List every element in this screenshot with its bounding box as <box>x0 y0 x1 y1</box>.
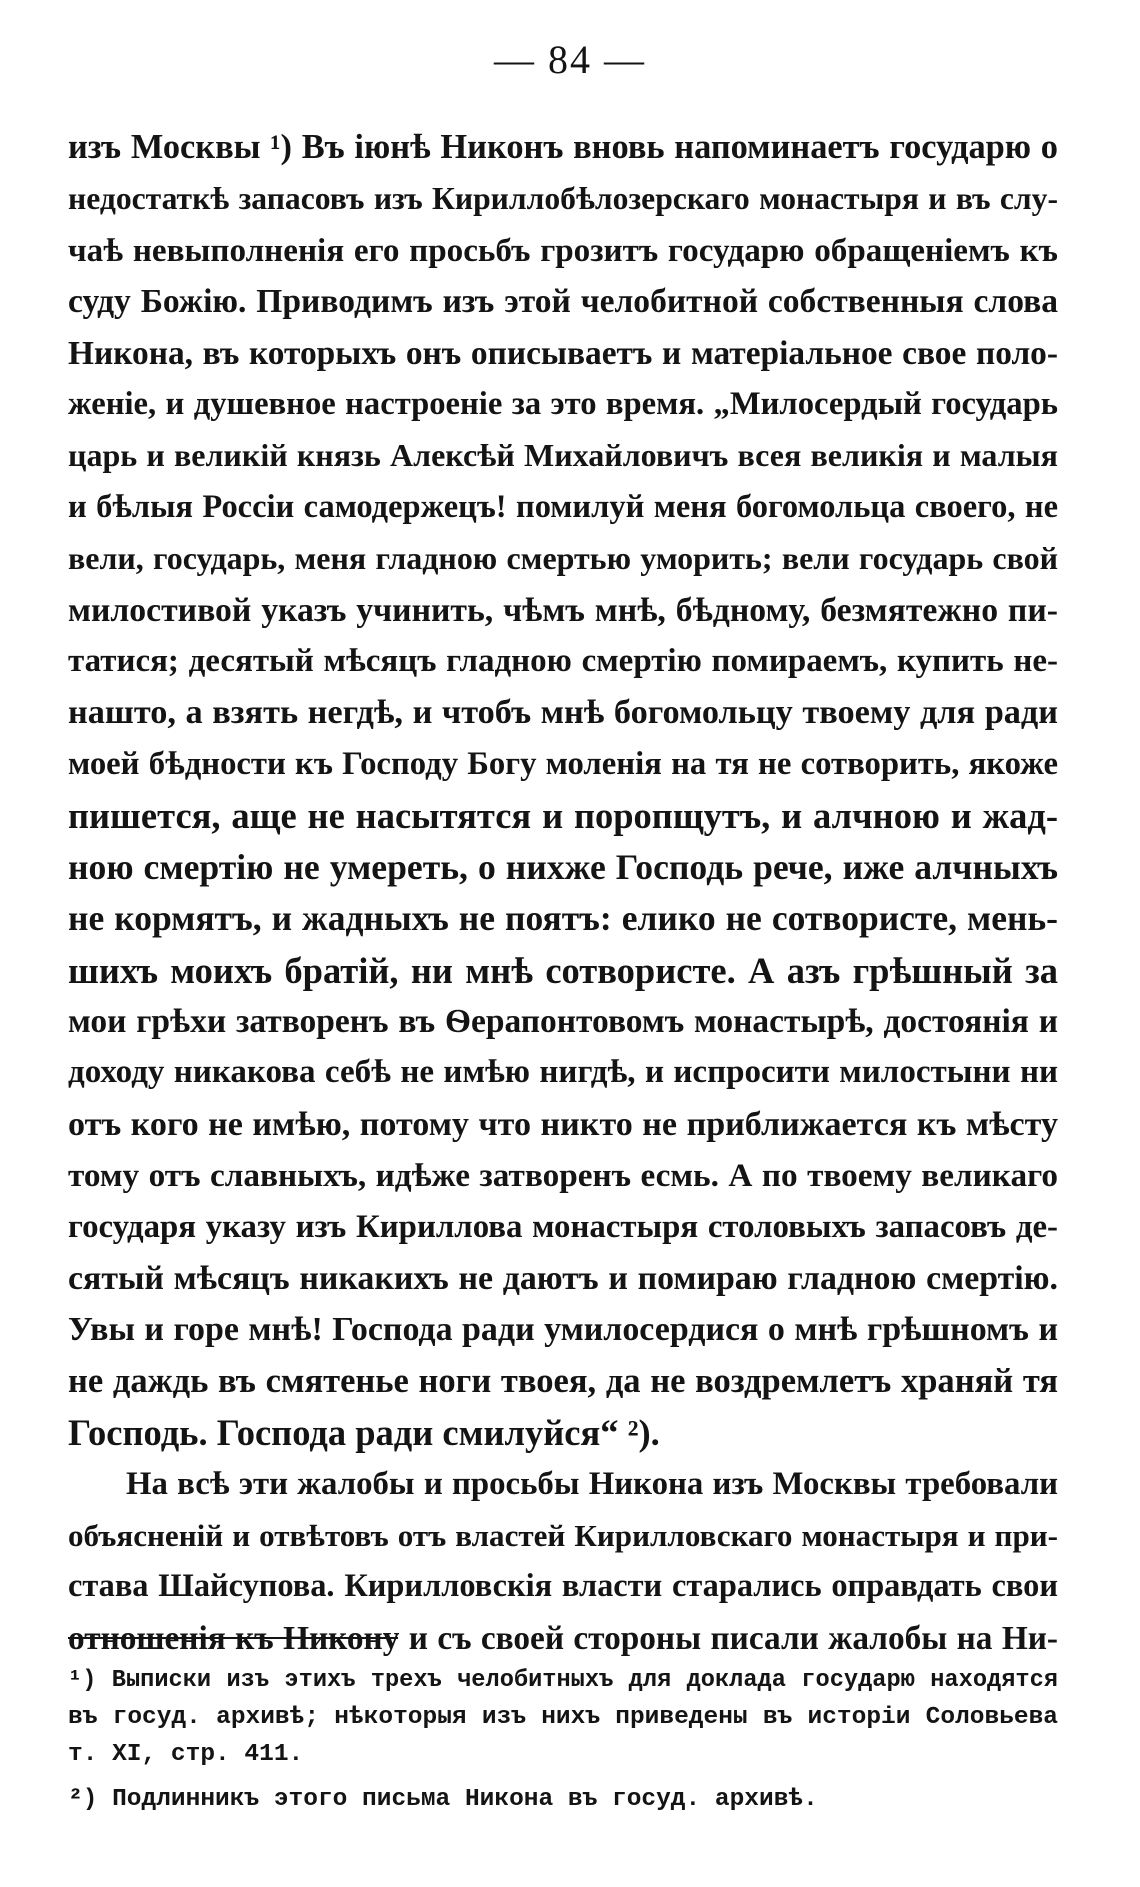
text-line: Увы и горе мнѣ! Господа ради умилосердися о мнѣ грѣшномъ и <box>68 1311 1058 1349</box>
text-line: доходу никакова себѣ не имѣю нигдѣ, и испросити милостыни ни <box>68 1054 1058 1091</box>
text-line: царь и великій князь Алексѣй Михайловичъ всея великія и малыя <box>68 437 1058 474</box>
text-line: государя указу изъ Кириллова монастыря столовыхъ запасовъ де- <box>68 1208 1058 1245</box>
text-line: тому отъ славныхъ, идѣже затворенъ есмь. А по твоему великаго <box>68 1157 1058 1195</box>
text-line: пишется, аще не насытятся и поропщутъ, и алчною и жад- <box>68 795 1058 837</box>
text-line: шихъ моихъ братій, ни мнѣ сотвористе. А азъ грѣшный за <box>68 949 1058 991</box>
text-line: вели, государь, меня гладною смертью уморить; вели государь свой <box>68 541 1058 577</box>
footnote-line: ²) Подлинникъ этого письма Никона въ госуд. архивѣ. <box>68 1786 818 1813</box>
text-line: женіе, и душевное настроеніе за это время. „Милосердый государь <box>68 386 1058 423</box>
footnote-line: т. XI, стр. 411. <box>68 1741 304 1768</box>
text-line: изъ Москвы ¹) Въ іюнѣ Никонъ вновь напоминаетъ государю о <box>68 128 1058 166</box>
footnote-line: ¹) Выписки изъ этихъ трехъ челобитныхъ для доклада государю находятся <box>68 1667 1058 1694</box>
text-line: милостивой указъ учинить, чѣмъ мнѣ, бѣдному, безмятежно пи- <box>68 591 1058 629</box>
text-line: моей бѣдности къ Господу Богу моленія на тя не сотворить, якоже <box>68 745 1058 782</box>
text-line: и бѣлыя Россіи самодержецъ! помилуй меня богомольца своего, не <box>68 488 1058 525</box>
body-text <box>68 122 1058 1664</box>
text-line: недостаткѣ запасовъ изъ Кириллобѣлозерскаго монастыря и въ слу- <box>68 181 1058 217</box>
text-line: ною смертію не умереть, о нихже Господь рече, иже алчныхъ <box>68 846 1058 887</box>
text-line: мои грѣхи затворенъ въ Ѳерапонтовомъ монастырѣ, достоянія и <box>68 1002 1058 1040</box>
text-line: става Шайсупова. Кирилловскія власти старались оправдать свои <box>68 1568 1058 1605</box>
footnotes <box>68 1662 1058 1818</box>
text-line: не кормятъ, и жадныхъ не поятъ: елико не сотвористе, мень- <box>68 898 1058 939</box>
page-number: — 84 — <box>494 37 646 82</box>
text-line: суду Божію. Приводимъ изъ этой челобитной собственныя слова <box>68 283 1058 321</box>
text-line: отношенія къ Никону и съ своей стороны писали жалобы на Ни- <box>68 1619 1058 1657</box>
text-line: не даждь въ смятенье ноги твоея, да не воздремлетъ храняй тя <box>68 1361 1058 1400</box>
text-line: татися; десятый мѣсяцъ гладною смертію помираемъ, купить не- <box>68 643 1058 680</box>
text-line: объясненій и отвѣтовъ отъ властей Кирилловскаго монастыря и при- <box>68 1517 1058 1553</box>
text-line: Господь. Господа ради смилуйся“ ²). <box>68 1412 660 1454</box>
text-line: чаѣ невыполненія его просьбъ грозитъ государю обращеніемъ къ <box>68 231 1058 269</box>
footnote-gap <box>68 1773 1058 1781</box>
text-line: отъ кого не имѣю, потому что никто не приближается къ мѣсту <box>68 1105 1058 1143</box>
paragraph-first-line: На всѣ эти жалобы и просьбы Никона изъ Москвы требовали <box>126 1465 1058 1502</box>
footnote-line: въ госуд. архивѣ; нѣкоторыя изъ нихъ приведены въ исторіи Соловьева <box>68 1704 1058 1731</box>
text-line: сятый мѣсяцъ никакихъ не даютъ и помираю гладною смертію. <box>68 1259 1058 1297</box>
text-line: Никона, въ которыхъ онъ описываетъ и матеріальное свое поло- <box>68 334 1058 372</box>
footnote-divider <box>68 1637 398 1639</box>
text-line: нашто, а взять негдѣ, и чтобъ мнѣ богомольцу твоему для ради <box>68 693 1058 732</box>
